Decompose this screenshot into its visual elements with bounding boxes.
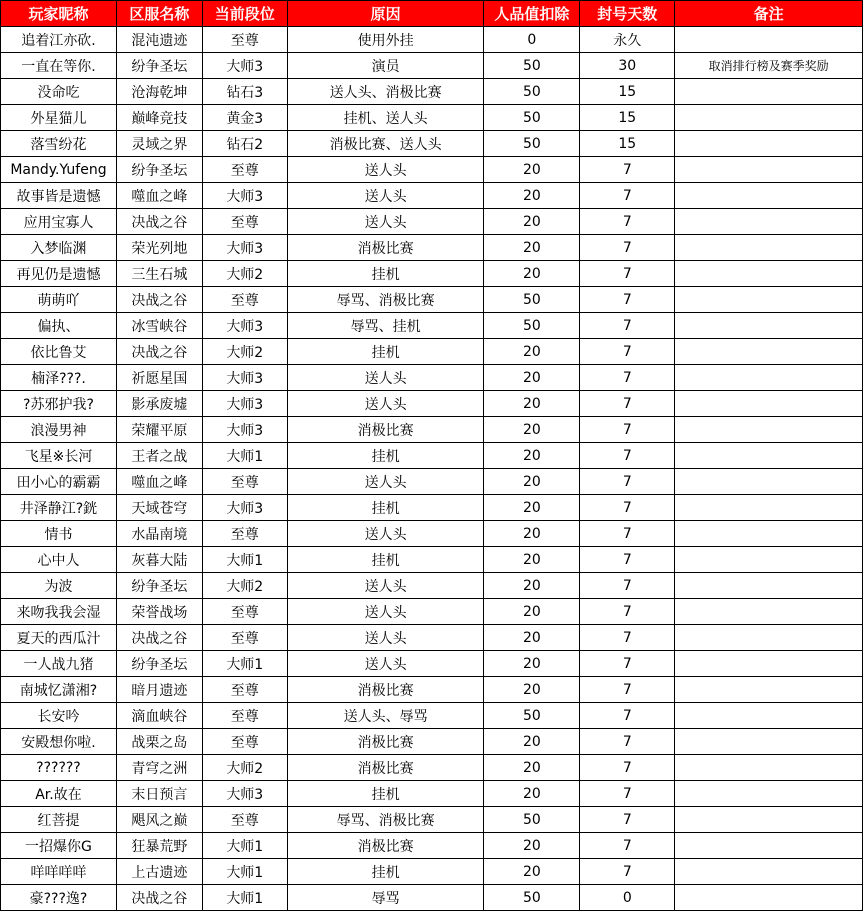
- rank-cell: 大师3: [202, 235, 287, 261]
- table-row: [1, 443, 863, 469]
- reason-cell: 挂机: [287, 495, 484, 521]
- table-row: [1, 833, 863, 859]
- reason-cell: 送人头: [287, 625, 484, 651]
- credit-deduction-cell: 20: [484, 443, 580, 469]
- reason-cell: 辱骂、消极比赛: [287, 807, 484, 833]
- rank-cell: 至尊: [202, 703, 287, 729]
- remarks-cell: [675, 131, 863, 157]
- remarks-cell: [675, 391, 863, 417]
- ban-days-cell: 7: [580, 729, 675, 755]
- credit-deduction-cell: 50: [484, 287, 580, 313]
- remarks-cell: [675, 417, 863, 443]
- player-name-cell: 入梦临渊: [1, 235, 117, 261]
- server-cell: 祈愿星国: [116, 365, 202, 391]
- reason-cell: 送人头: [287, 599, 484, 625]
- player-name-cell: 夏天的西瓜汁: [1, 625, 117, 651]
- rank-cell: 钻石2: [202, 131, 287, 157]
- remarks-cell: [675, 677, 863, 703]
- remarks-cell: [675, 183, 863, 209]
- player-name-cell: 情书: [1, 521, 117, 547]
- table-row: [1, 547, 863, 573]
- player-name-cell: Ar.故在: [1, 781, 117, 807]
- player-name-cell: 豪???逸?: [1, 885, 117, 911]
- col-header-ban-days: 封号天数: [580, 1, 675, 27]
- remarks-cell: [675, 781, 863, 807]
- rank-cell: 大师1: [202, 885, 287, 911]
- ban-days-cell: 7: [580, 417, 675, 443]
- ban-days-cell: 7: [580, 833, 675, 859]
- reason-cell: 辱骂: [287, 885, 484, 911]
- credit-deduction-cell: 50: [484, 131, 580, 157]
- reason-cell: 挂机: [287, 859, 484, 885]
- reason-cell: 消极比赛: [287, 833, 484, 859]
- player-name-cell: 偏执、: [1, 313, 117, 339]
- rank-cell: 大师1: [202, 859, 287, 885]
- rank-cell: 至尊: [202, 27, 287, 53]
- rank-cell: 黄金3: [202, 105, 287, 131]
- remarks-cell: [675, 261, 863, 287]
- remarks-cell: [675, 547, 863, 573]
- ban-days-cell: 7: [580, 599, 675, 625]
- remarks-cell: [675, 287, 863, 313]
- reason-cell: 送人头: [287, 391, 484, 417]
- player-name-cell: 心中人: [1, 547, 117, 573]
- server-cell: 噬血之峰: [116, 183, 202, 209]
- remarks-cell: [675, 209, 863, 235]
- header-row: [1, 1, 863, 27]
- remarks-cell: [675, 755, 863, 781]
- table-row: [1, 339, 863, 365]
- ban-days-cell: 7: [580, 859, 675, 885]
- remarks-cell: [675, 495, 863, 521]
- remarks-cell: [675, 885, 863, 911]
- credit-deduction-cell: 20: [484, 547, 580, 573]
- player-name-cell: 红菩提: [1, 807, 117, 833]
- col-header-reason: 原因: [287, 1, 484, 27]
- remarks-cell: [675, 365, 863, 391]
- credit-deduction-cell: 20: [484, 183, 580, 209]
- reason-cell: 挂机: [287, 261, 484, 287]
- rank-cell: 至尊: [202, 807, 287, 833]
- credit-deduction-cell: 0: [484, 27, 580, 53]
- table-row: [1, 183, 863, 209]
- server-cell: 狂暴荒野: [116, 833, 202, 859]
- credit-deduction-cell: 50: [484, 885, 580, 911]
- credit-deduction-cell: 20: [484, 469, 580, 495]
- table-row: [1, 495, 863, 521]
- reason-cell: 送人头: [287, 573, 484, 599]
- player-name-cell: 一招爆你G: [1, 833, 117, 859]
- rank-cell: 大师2: [202, 339, 287, 365]
- server-cell: 上古遗迹: [116, 859, 202, 885]
- server-cell: 决战之谷: [116, 625, 202, 651]
- ban-days-cell: 7: [580, 261, 675, 287]
- reason-cell: 消极比赛: [287, 755, 484, 781]
- ban-days-cell: 7: [580, 495, 675, 521]
- ban-days-cell: 15: [580, 105, 675, 131]
- reason-cell: 送人头: [287, 183, 484, 209]
- credit-deduction-cell: 50: [484, 53, 580, 79]
- rank-cell: 大师1: [202, 651, 287, 677]
- ban-days-cell: 7: [580, 625, 675, 651]
- reason-cell: 送人头: [287, 651, 484, 677]
- credit-deduction-cell: 20: [484, 573, 580, 599]
- server-cell: 纷争圣坛: [116, 573, 202, 599]
- player-name-cell: 安殿想你啦.: [1, 729, 117, 755]
- table-row: [1, 807, 863, 833]
- reason-cell: 消极比赛: [287, 729, 484, 755]
- player-name-cell: 飞星※长河: [1, 443, 117, 469]
- rank-cell: 至尊: [202, 625, 287, 651]
- table-row: [1, 131, 863, 157]
- ban-days-cell: 30: [580, 53, 675, 79]
- player-name-cell: 南城忆潇湘?: [1, 677, 117, 703]
- credit-deduction-cell: 20: [484, 235, 580, 261]
- credit-deduction-cell: 20: [484, 833, 580, 859]
- rank-cell: 大师3: [202, 365, 287, 391]
- table-row: [1, 417, 863, 443]
- remarks-cell: [675, 729, 863, 755]
- table-row: [1, 391, 863, 417]
- player-name-cell: 落雪纷花: [1, 131, 117, 157]
- reason-cell: 消极比赛: [287, 417, 484, 443]
- reason-cell: 送人头、辱骂: [287, 703, 484, 729]
- server-cell: 冰雪峡谷: [116, 313, 202, 339]
- rank-cell: 大师1: [202, 443, 287, 469]
- table-row: [1, 469, 863, 495]
- ban-days-cell: 7: [580, 755, 675, 781]
- remarks-cell: [675, 105, 863, 131]
- reason-cell: 消极比赛: [287, 677, 484, 703]
- ban-days-cell: 7: [580, 573, 675, 599]
- col-header-player-name: 玩家昵称: [1, 1, 117, 27]
- credit-deduction-cell: 20: [484, 859, 580, 885]
- table-row: [1, 755, 863, 781]
- rank-cell: 至尊: [202, 677, 287, 703]
- remarks-cell: [675, 79, 863, 105]
- remarks-cell: [675, 625, 863, 651]
- player-name-cell: 萌萌吖: [1, 287, 117, 313]
- table-row: [1, 209, 863, 235]
- remarks-cell: [675, 807, 863, 833]
- credit-deduction-cell: 20: [484, 157, 580, 183]
- credit-deduction-cell: 20: [484, 677, 580, 703]
- credit-deduction-cell: 50: [484, 105, 580, 131]
- rank-cell: 大师3: [202, 781, 287, 807]
- player-name-cell: ??????: [1, 755, 117, 781]
- credit-deduction-cell: 50: [484, 703, 580, 729]
- table-row: [1, 859, 863, 885]
- server-cell: 混沌遗迹: [116, 27, 202, 53]
- table-row: [1, 573, 863, 599]
- table-row: [1, 313, 863, 339]
- remarks-cell: [675, 573, 863, 599]
- remarks-cell: [675, 521, 863, 547]
- reason-cell: 送人头、消极比赛: [287, 79, 484, 105]
- server-cell: 纷争圣坛: [116, 53, 202, 79]
- server-cell: 决战之谷: [116, 885, 202, 911]
- player-name-cell: Mandy.Yufeng: [1, 157, 117, 183]
- rank-cell: 大师3: [202, 495, 287, 521]
- ban-days-cell: 7: [580, 157, 675, 183]
- credit-deduction-cell: 20: [484, 599, 580, 625]
- credit-deduction-cell: 20: [484, 521, 580, 547]
- ban-days-cell: 7: [580, 209, 675, 235]
- table-row: [1, 261, 863, 287]
- remarks-cell: [675, 235, 863, 261]
- remarks-cell: [675, 859, 863, 885]
- server-cell: 三生石城: [116, 261, 202, 287]
- reason-cell: 辱骂、挂机: [287, 313, 484, 339]
- ban-days-cell: 7: [580, 521, 675, 547]
- remarks-cell: [675, 157, 863, 183]
- col-header-rank: 当前段位: [202, 1, 287, 27]
- server-cell: 影承废墟: [116, 391, 202, 417]
- credit-deduction-cell: 20: [484, 261, 580, 287]
- remarks-cell: [675, 703, 863, 729]
- rank-cell: 至尊: [202, 287, 287, 313]
- server-cell: 飓风之巅: [116, 807, 202, 833]
- reason-cell: 送人头: [287, 209, 484, 235]
- credit-deduction-cell: 20: [484, 209, 580, 235]
- server-cell: 噬血之峰: [116, 469, 202, 495]
- ban-days-cell: 7: [580, 703, 675, 729]
- player-name-cell: 故事皆是遗憾: [1, 183, 117, 209]
- ban-days-cell: 7: [580, 287, 675, 313]
- rank-cell: 大师3: [202, 313, 287, 339]
- ban-days-cell: 15: [580, 131, 675, 157]
- server-cell: 王者之战: [116, 443, 202, 469]
- credit-deduction-cell: 20: [484, 755, 580, 781]
- credit-deduction-cell: 20: [484, 781, 580, 807]
- reason-cell: 消极比赛、送人头: [287, 131, 484, 157]
- server-cell: 末日预言: [116, 781, 202, 807]
- ban-days-cell: 0: [580, 885, 675, 911]
- remarks-cell: [675, 339, 863, 365]
- table-row: [1, 625, 863, 651]
- table-row: [1, 235, 863, 261]
- remarks-cell: [675, 469, 863, 495]
- reason-cell: 送人头: [287, 365, 484, 391]
- server-cell: 决战之谷: [116, 209, 202, 235]
- rank-cell: 大师3: [202, 391, 287, 417]
- rank-cell: 至尊: [202, 521, 287, 547]
- rank-cell: 大师3: [202, 417, 287, 443]
- player-name-cell: 长安吟: [1, 703, 117, 729]
- player-name-cell: 井泽静江?銧: [1, 495, 117, 521]
- rank-cell: 大师1: [202, 833, 287, 859]
- server-cell: 巅峰竞技: [116, 105, 202, 131]
- table-row: [1, 105, 863, 131]
- remarks-cell: 取消排行榜及赛季奖励: [675, 53, 863, 79]
- table-row: [1, 677, 863, 703]
- rank-cell: 至尊: [202, 469, 287, 495]
- reason-cell: 送人头: [287, 521, 484, 547]
- server-cell: 暗月遗迹: [116, 677, 202, 703]
- server-cell: 决战之谷: [116, 287, 202, 313]
- credit-deduction-cell: 50: [484, 79, 580, 105]
- server-cell: 灰暮大陆: [116, 547, 202, 573]
- credit-deduction-cell: 20: [484, 391, 580, 417]
- ban-days-cell: 7: [580, 365, 675, 391]
- table-row: [1, 599, 863, 625]
- reason-cell: 挂机: [287, 781, 484, 807]
- player-name-cell: 来吻我我会湿: [1, 599, 117, 625]
- remarks-cell: [675, 313, 863, 339]
- player-name-cell: 应用宝寡人: [1, 209, 117, 235]
- ban-days-cell: 永久: [580, 27, 675, 53]
- player-name-cell: 追着江亦砍.: [1, 27, 117, 53]
- server-cell: 灵域之界: [116, 131, 202, 157]
- reason-cell: 挂机: [287, 547, 484, 573]
- remarks-cell: [675, 443, 863, 469]
- server-cell: 滴血峡谷: [116, 703, 202, 729]
- server-cell: 水晶南境: [116, 521, 202, 547]
- credit-deduction-cell: 20: [484, 339, 580, 365]
- table-row: [1, 885, 863, 911]
- remarks-cell: [675, 833, 863, 859]
- rank-cell: 大师2: [202, 573, 287, 599]
- player-name-cell: 外星猫儿: [1, 105, 117, 131]
- ban-days-cell: 7: [580, 339, 675, 365]
- rank-cell: 大师2: [202, 755, 287, 781]
- server-cell: 沧海乾坤: [116, 79, 202, 105]
- table-row: [1, 703, 863, 729]
- player-name-cell: 浪漫男神: [1, 417, 117, 443]
- server-cell: 荣光列地: [116, 235, 202, 261]
- table-row: [1, 651, 863, 677]
- ban-days-cell: 7: [580, 547, 675, 573]
- reason-cell: 使用外挂: [287, 27, 484, 53]
- ban-days-cell: 7: [580, 235, 675, 261]
- table-row: [1, 521, 863, 547]
- reason-cell: 辱骂、消极比赛: [287, 287, 484, 313]
- table-row: [1, 27, 863, 53]
- table-row: [1, 365, 863, 391]
- table-row: [1, 287, 863, 313]
- ban-days-cell: 7: [580, 469, 675, 495]
- ban-days-cell: 7: [580, 781, 675, 807]
- credit-deduction-cell: 50: [484, 313, 580, 339]
- rank-cell: 大师3: [202, 183, 287, 209]
- ban-days-cell: 7: [580, 183, 675, 209]
- table-row: [1, 781, 863, 807]
- player-name-cell: 一人战九猪: [1, 651, 117, 677]
- player-name-cell: 再见仍是遗憾: [1, 261, 117, 287]
- reason-cell: 挂机: [287, 443, 484, 469]
- rank-cell: 大师2: [202, 261, 287, 287]
- player-name-cell: 楠泽???.: [1, 365, 117, 391]
- reason-cell: 送人头: [287, 157, 484, 183]
- player-name-cell: 咩咩咩咩: [1, 859, 117, 885]
- reason-cell: 演员: [287, 53, 484, 79]
- remarks-cell: [675, 651, 863, 677]
- credit-deduction-cell: 20: [484, 365, 580, 391]
- reason-cell: 消极比赛: [287, 235, 484, 261]
- server-cell: 纷争圣坛: [116, 157, 202, 183]
- rank-cell: 至尊: [202, 599, 287, 625]
- ban-days-cell: 7: [580, 391, 675, 417]
- player-name-cell: 没命吃: [1, 79, 117, 105]
- ban-days-cell: 7: [580, 677, 675, 703]
- rank-cell: 至尊: [202, 209, 287, 235]
- rank-cell: 大师1: [202, 547, 287, 573]
- remarks-cell: [675, 27, 863, 53]
- col-header-remarks: 备注: [675, 1, 863, 27]
- table-row: [1, 729, 863, 755]
- server-cell: 荣耀平原: [116, 417, 202, 443]
- col-header-credit-deduction: 人品值扣除: [484, 1, 580, 27]
- server-cell: 青穹之洲: [116, 755, 202, 781]
- credit-deduction-cell: 20: [484, 729, 580, 755]
- remarks-cell: [675, 599, 863, 625]
- table-row: [1, 79, 863, 105]
- table-body: [1, 27, 863, 911]
- server-cell: 纷争圣坛: [116, 651, 202, 677]
- player-name-cell: 为波: [1, 573, 117, 599]
- credit-deduction-cell: 50: [484, 807, 580, 833]
- reason-cell: 送人头: [287, 469, 484, 495]
- player-name-cell: 田小心的霸霸: [1, 469, 117, 495]
- player-name-cell: ?苏邪护我?: [1, 391, 117, 417]
- credit-deduction-cell: 20: [484, 625, 580, 651]
- server-cell: 决战之谷: [116, 339, 202, 365]
- player-name-cell: 依比鲁艾: [1, 339, 117, 365]
- credit-deduction-cell: 20: [484, 495, 580, 521]
- ban-days-cell: 7: [580, 313, 675, 339]
- ban-days-cell: 15: [580, 79, 675, 105]
- player-name-cell: 一直在等你.: [1, 53, 117, 79]
- table-row: [1, 53, 863, 79]
- reason-cell: 挂机: [287, 339, 484, 365]
- credit-deduction-cell: 20: [484, 651, 580, 677]
- rank-cell: 大师3: [202, 53, 287, 79]
- ban-days-cell: 7: [580, 443, 675, 469]
- rank-cell: 钻石3: [202, 79, 287, 105]
- rank-cell: 至尊: [202, 729, 287, 755]
- reason-cell: 挂机、送人头: [287, 105, 484, 131]
- server-cell: 战栗之岛: [116, 729, 202, 755]
- col-header-server: 区服名称: [116, 1, 202, 27]
- table-row: [1, 157, 863, 183]
- rank-cell: 至尊: [202, 157, 287, 183]
- ban-days-cell: 7: [580, 651, 675, 677]
- server-cell: 荣誉战场: [116, 599, 202, 625]
- server-cell: 天域苍穹: [116, 495, 202, 521]
- ban-days-cell: 7: [580, 807, 675, 833]
- credit-deduction-cell: 20: [484, 417, 580, 443]
